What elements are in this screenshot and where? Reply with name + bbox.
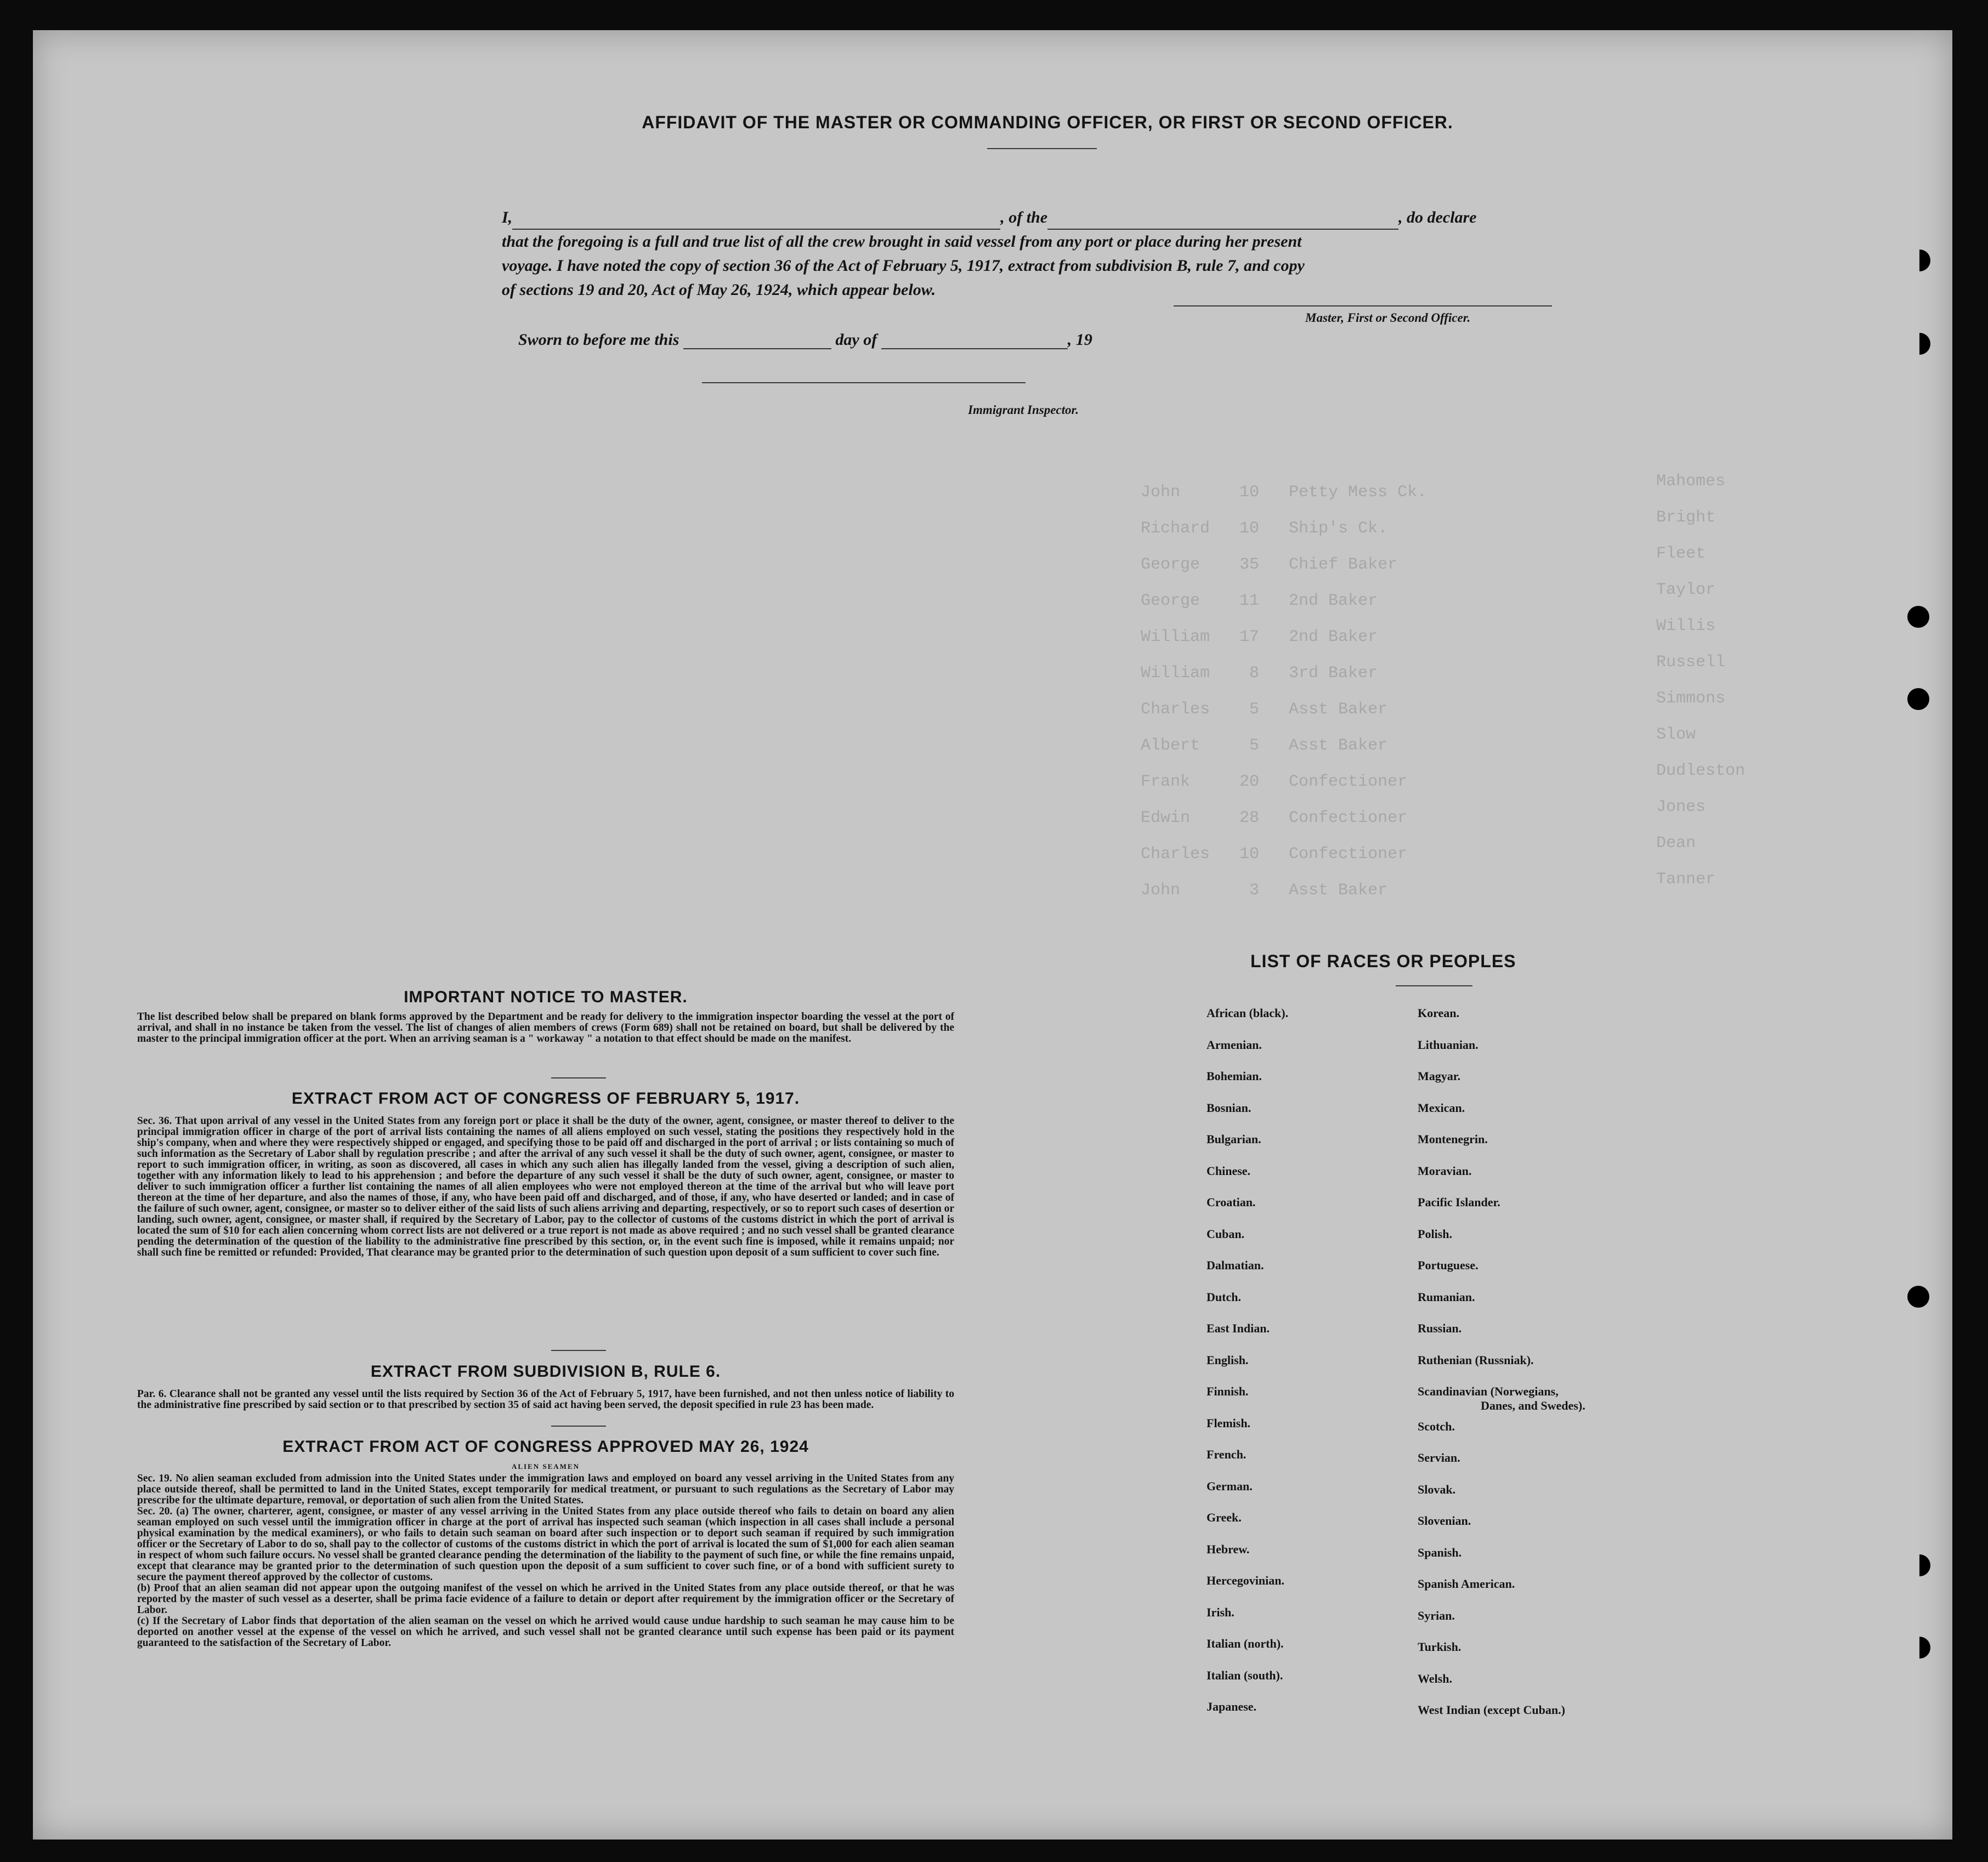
divider xyxy=(551,1077,606,1078)
master-caption: Master, First or Second Officer. xyxy=(1305,311,1471,325)
race-item-left: German. xyxy=(1207,1479,1253,1493)
form-page xyxy=(33,30,1952,1840)
race-item-left: East Indian. xyxy=(1207,1321,1270,1335)
race-item-right: Polish. xyxy=(1418,1227,1452,1241)
rule6-text: Par. 6. Clearance shall not be granted any vessel until the lists required by Section 36 of the Act of February 5, 1917, have been furnished, and not then unless notice of liability to the administrative fine prescribed by said section or to that prescribed by section 35 of said act having been served, the deposit specified in rule 23 has been made. xyxy=(137,1388,954,1411)
race-item-left: Flemish. xyxy=(1207,1416,1251,1430)
race-item-right: Portuguese. xyxy=(1418,1258,1479,1272)
affidavit-body xyxy=(502,206,1577,302)
race-item-left: Hercegovinian. xyxy=(1207,1574,1284,1587)
race-scandinavian-cont: Danes, and Swedes). xyxy=(1481,1399,1585,1412)
punch-hole xyxy=(1908,333,1930,355)
race-item-right: Ruthenian (Russniak). xyxy=(1418,1353,1534,1367)
punch-hole xyxy=(1907,688,1929,710)
race-item-left: Croatian. xyxy=(1207,1195,1256,1209)
punch-hole xyxy=(1907,1286,1929,1308)
sworn-month-field[interactable] xyxy=(881,348,1068,349)
race-item-right: Spanish American. xyxy=(1418,1577,1515,1591)
race-item-right: West Indian (except Cuban.) xyxy=(1418,1703,1565,1717)
extract-1917-text: Sec. 36. That upon arrival of any vessel in the United States from any foreign port or place it shall be the duty of the owner, agent, consignee, or master thereof to deliver to the principal immigration officer in charge of the port of arrival lists containing the names of all aliens employed on such vessel, stating the positions they respectively hold in the ship's company, when and where they were respectively shipped or engaged, and specifying those to be paid off and discharged in the port of arrival ; or lists containing so much of such information as the Secretary of Labor shall by regulation prescribe ; and after the arrival of any such vessel it shall be the duty of such owner, agent, consignee, or master to report to such immigration officer, in writing, as soon as discovered, all cases in which any such alien has illegally landed from the vessel, giving a description of such alien, together with any information likely to lead to his apprehension ; and before the departure of any such vessel it shall be the duty of such owner, agent, consignee, or master to deliver to such immigration officer a further list containing the names of all alien employees who were not employed thereon at the time of the arrival but who will leave port thereon at the time of her departure, and also the names of those, if any, who have been paid off and discharged, and of those, if any, who have deserted or landed; and in case of the failure of such owner, agent, consignee, or master so to deliver either of the said lists of such aliens arriving and departing, respectively, or so to report such cases of desertion or landing, such owner, agent, consignee, or master shall, if required by the Secretary of Labor, pay to the collector of customs of the customs district in which the port of arrival is located the sum of $10 for each alien concerning whom correct lists are not delivered or a true report is not made as above required ; and no such vessel shall be granted clearance pending the determination of the question of the liability to the administrative fine prescribed by this section, or, in the event such fine is imposed, while it remains unpaid; nor shall such fine be remitted or refunded: Provided, That clearance may be granted prior to the determination of such question upon deposit of a sum sufficient to cover such fine. xyxy=(137,1115,954,1258)
day-of-label: day of xyxy=(835,331,877,349)
race-item-right: Turkish. xyxy=(1418,1640,1462,1654)
race-item-left: Japanese. xyxy=(1207,1700,1257,1713)
bleed-through-names: Mahomes Bright Fleet Taylor Willis Russell Simmons Slow Dudleston Jones Dean Tanner xyxy=(1656,472,1746,889)
affidavit-title: AFFIDAVIT OF THE MASTER OR COMMANDING OFFICER, OR FIRST OR SECOND OFFICER. xyxy=(642,112,1453,132)
divider xyxy=(987,148,1097,149)
race-item-right: Moravian. xyxy=(1418,1163,1472,1178)
affidavit-line-2: voyage. I have noted the copy of section 36 of the Act of February 5, 1917, extract from subdivision B, rule 7, and copy xyxy=(502,257,1305,275)
race-item-right: Slovenian. xyxy=(1418,1514,1471,1528)
affidavit-line-1: that the foregoing is a full and true list of all the crew brought in said vessel from any port or place during her present xyxy=(502,232,1302,251)
race-item-left: French. xyxy=(1207,1447,1247,1461)
notice-title: IMPORTANT NOTICE TO MASTER. xyxy=(404,988,688,1006)
extract-1924-body xyxy=(137,1473,954,1649)
punch-hole xyxy=(1908,249,1930,271)
race-item-left: African (black). xyxy=(1207,1006,1289,1020)
affidavit-line-3: of sections 19 and 20, Act of May 26, 1924, which appear below. xyxy=(502,281,936,299)
race-item-left: Italian (north). xyxy=(1207,1637,1284,1650)
alien-seamen-subtitle: ALIEN SEAMEN xyxy=(511,1462,580,1471)
race-item-left: English. xyxy=(1207,1353,1249,1367)
race-item-left: Dalmatian. xyxy=(1207,1258,1264,1272)
sworn-line xyxy=(518,331,1092,349)
race-item-right: Lithuanian. xyxy=(1418,1037,1479,1052)
race-item-left: Bohemian. xyxy=(1207,1069,1262,1083)
race-item-right: Welsh. xyxy=(1418,1671,1452,1685)
sec-20b-text: (b) Proof that an alien seaman did not appear upon the outgoing manifest of the vessel on which he arrived in the United States from any place outside thereof, or that he was reported by the master of such vessel as a deserter, shall be prima facie evidence of a failure to detain or deport after requirement by the immigration officer or the Secretary of Labor. xyxy=(137,1582,954,1616)
race-item-right: Servian. xyxy=(1418,1451,1460,1464)
divider xyxy=(1396,985,1472,986)
of-the-label: , of the xyxy=(1000,208,1048,226)
race-item-left: Chinese. xyxy=(1207,1163,1251,1178)
race-item-left: Greek. xyxy=(1207,1511,1242,1524)
extract-1917-title: EXTRACT FROM ACT OF CONGRESS OF FEBRUARY 5, 1917. xyxy=(291,1089,800,1108)
race-item-left: Cuban. xyxy=(1207,1227,1245,1241)
sworn-day-field[interactable] xyxy=(683,348,831,349)
races-title: LIST OF RACES OR PEOPLES xyxy=(1250,951,1516,971)
race-item-left: Dutch. xyxy=(1207,1290,1241,1304)
race-item-right: Slovak. xyxy=(1418,1482,1456,1496)
sec-19-text: Sec. 19. No alien seaman excluded from admission into the United States under the immigration laws and employed on board any vessel arriving in the United States from any place outside thereof, shall be permitted to land in the United States, except temporarily for medical treatment, or pursuant to such regulations as the Secretary of Labor may prescribe for the ultimate departure, removal, or deportation of such alien from the United States. xyxy=(137,1473,954,1506)
race-item-right: Magyar. xyxy=(1418,1069,1461,1083)
rule6-title: EXTRACT FROM SUBDIVISION B, RULE 6. xyxy=(370,1363,721,1381)
race-item-right: Scandinavian (Norwegians, xyxy=(1418,1384,1559,1398)
race-item-right: Montenegrin. xyxy=(1418,1132,1488,1146)
race-item-right: Scotch. xyxy=(1418,1419,1455,1433)
year-label: , 19 xyxy=(1067,331,1092,349)
race-item-right: Mexican. xyxy=(1418,1100,1465,1115)
race-item-right: Rumanian. xyxy=(1418,1290,1475,1304)
affidavit-first-line xyxy=(502,206,1577,230)
race-item-right: Pacific Islander. xyxy=(1418,1195,1500,1209)
race-item-left: Bulgarian. xyxy=(1207,1132,1261,1146)
sec-20a-text: Sec. 20. (a) The owner, charterer, agent, consignee, or master of any vessel arriving in the United States from any place outside thereof who fails to detain on board any alien seaman employed on such vessel until the immigration officer in charge at the port of arrival has inspected such seaman (which inspection in all cases shall include a personal physical examination by the medical examiners), or who fails to detain such seaman on board after such inspection or to deport such seaman if required by such immigration officer or the Secretary of Labor to do so, shall pay to the collector of customs of the customs district in which the port of arrival is located the sum of $1,000 for each alien seaman in respect of whom such failure occurs. No vessel shall be granted clearance pending the determination of the liability to the payment of such fine, or while the fine remains unpaid, except that clearance may be granted prior to the determination of such question upon the deposit of a sum sufficient to cover such fine, or of a bond with sufficient surety to secure the payment thereof approved by the collector of customs. xyxy=(137,1506,954,1583)
punch-hole xyxy=(1907,606,1929,628)
sworn-label: Sworn to before me this xyxy=(518,331,679,349)
punch-hole xyxy=(1908,1637,1930,1659)
race-item-right: Russian. xyxy=(1418,1321,1462,1335)
race-item-right: Korean. xyxy=(1418,1006,1459,1020)
divider xyxy=(551,1350,606,1351)
race-item-right: Spanish. xyxy=(1418,1545,1462,1559)
extract-1924-title: EXTRACT FROM ACT OF CONGRESS APPROVED MAY 26, 1924 xyxy=(282,1438,809,1456)
race-item-left: Finnish. xyxy=(1207,1384,1249,1398)
race-item-left: Bosnian. xyxy=(1207,1100,1251,1115)
bleed-through-text: John 10 Petty Mess Ck. Richard 10 Ship's Ck. George 35 Chief Baker George 11 2nd Baker William 17 2nd Baker William 8 3rd Baker Charles 5 Asst Baker Albert 5 Asst Baker Frank 20 Confectioner Edwin 28 Confectioner Charles 10 Confectioner John 3 Asst Baker xyxy=(1141,483,1428,900)
i-label: I, xyxy=(502,208,513,226)
race-item-left: Armenian. xyxy=(1207,1037,1262,1052)
sec-20c-text: (c) If the Secretary of Labor finds that deportation of the alien seaman on the vessel on which he arrived would cause undue hardship to such seaman he may cause him to be deported on another vessel at the expense of the vessel on which he arrived, and such vessel shall not be granted clearance until such expense has been paid or its payment guaranteed to the satisfaction of the Secretary of Labor. xyxy=(137,1615,954,1649)
race-item-left: Irish. xyxy=(1207,1605,1234,1619)
notice-text: The list described below shall be prepared on blank forms approved by the Department and be ready for delivery to the immigration inspector boarding the vessel at the port of arrival, and shall in no instance be taken from the vessel. The list of changes of alien members of crews (Form 689) shall not be retained on board, but shall be delivered by the master to the principal immigration officer at the port. When an arriving seaman is a " workaway " a notation to that effect should be made on the manifest. xyxy=(137,1011,954,1044)
divider xyxy=(551,1426,606,1427)
punch-hole xyxy=(1908,1554,1930,1576)
inspector-caption: Immigrant Inspector. xyxy=(968,403,1079,417)
inspector-signature-line[interactable] xyxy=(702,382,1026,383)
do-declare-label: , do declare xyxy=(1398,208,1477,226)
race-item-left: Hebrew. xyxy=(1207,1542,1250,1556)
race-item-left: Italian (south). xyxy=(1207,1668,1283,1682)
race-item-right: Syrian. xyxy=(1418,1608,1455,1622)
master-signature-line[interactable] xyxy=(1174,305,1552,306)
